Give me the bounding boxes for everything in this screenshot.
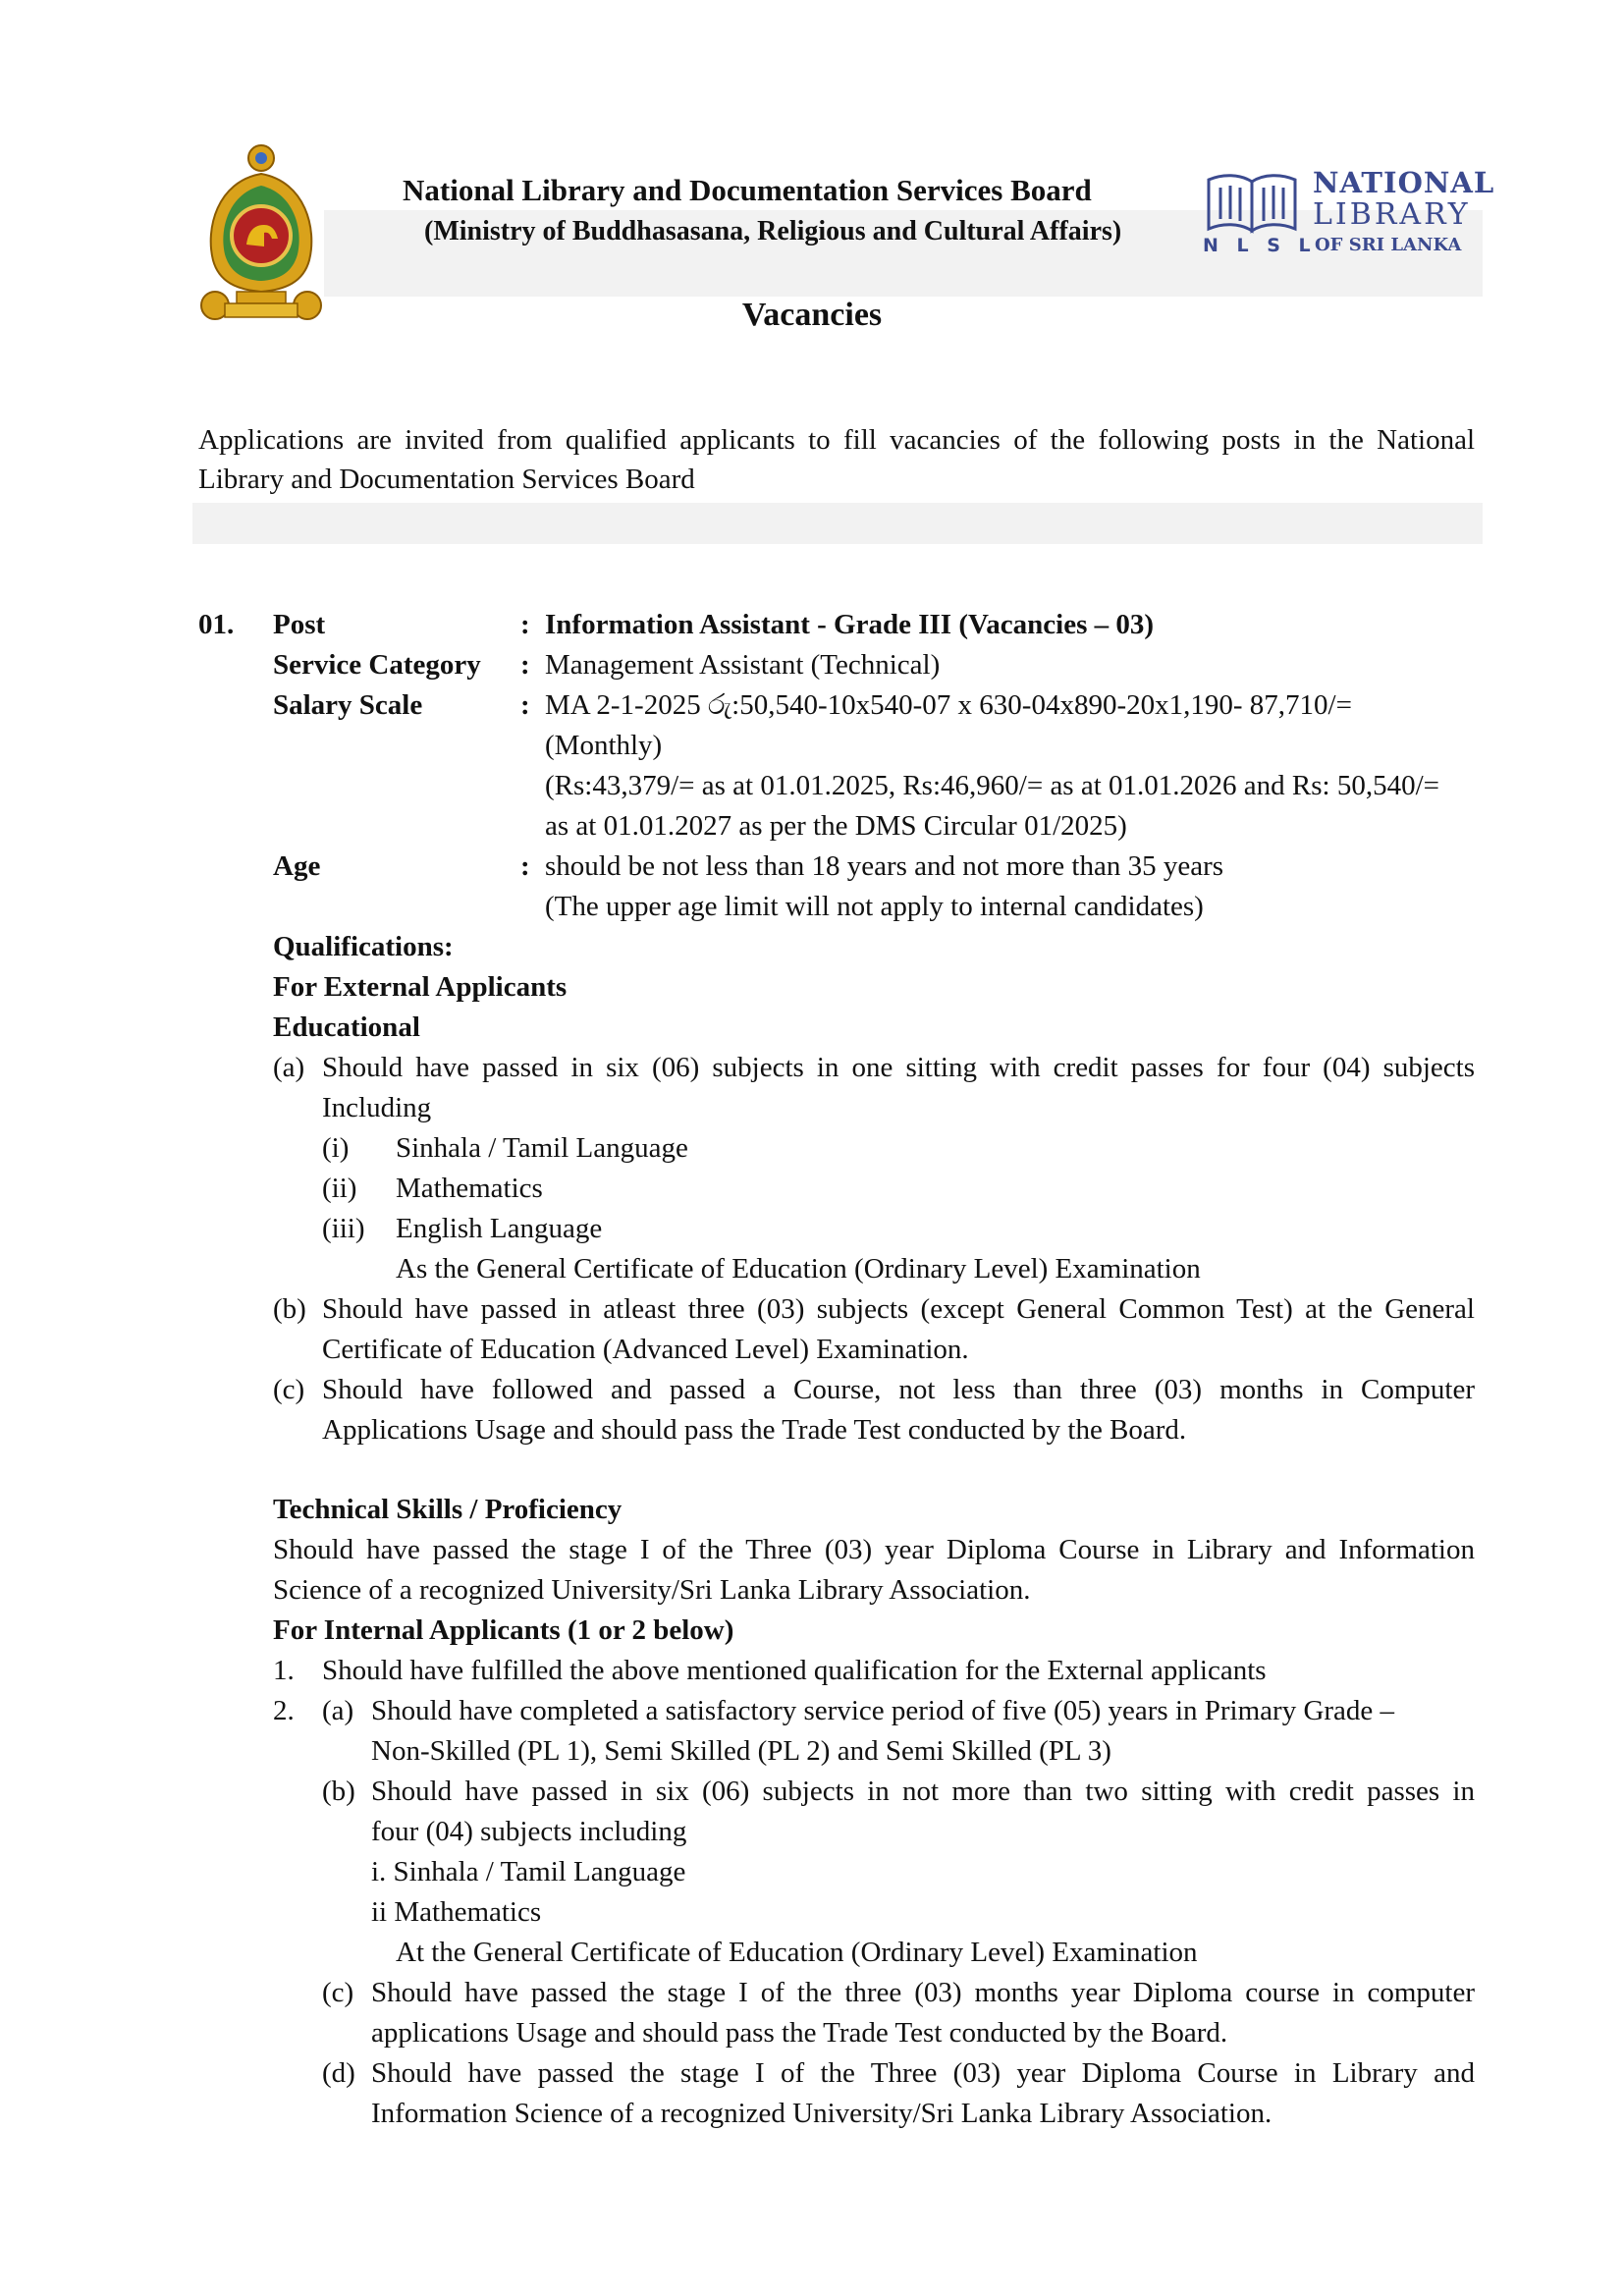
category-label: Service Category: [273, 649, 481, 681]
national-library-logo: [1203, 166, 1497, 260]
subject-2: Mathematics: [396, 1173, 543, 1204]
internal-2c-marker: (c): [322, 1977, 354, 2008]
internal-2b-subject-2: ii Mathematics: [371, 1896, 542, 1928]
item-a-line-2: Including: [322, 1092, 432, 1123]
salary-label: Salary Scale: [273, 689, 423, 721]
item-b-line-2: Certificate of Education (Advanced Level) Examination.: [322, 1334, 969, 1365]
technical-skills-line-1: Should have passed the stage I of the Three (03) year Diploma Course in Library and Information: [273, 1534, 1475, 1565]
internal-2d-marker: (d): [322, 2057, 355, 2089]
subject-marker-1: (i): [322, 1132, 350, 1164]
age-line-2: (The upper age limit will not apply to internal candidates): [545, 891, 1204, 922]
salary-line-4: as at 01.01.2027 as per the DMS Circular 01/2025): [545, 810, 1127, 842]
internal-2b-exam: At the General Certificate of Education (Ordinary Level) Examination: [396, 1937, 1198, 1968]
qualifications-heading: Qualifications:: [273, 931, 454, 962]
logo-library: LIBRARY: [1313, 197, 1471, 232]
technical-skills-line-2: Science of a recognized University/Sri Lanka Library Association.: [273, 1574, 1031, 1606]
item-a-line-1: Should have passed in six (06) subjects in one sitting with credit passes for four (04) subjects: [322, 1052, 1475, 1083]
item-b-line-1: Should have passed in atleast three (03) subjects (except General Common Test) at the General: [322, 1293, 1475, 1325]
category-colon: :: [520, 649, 530, 681]
internal-applicants-heading: For Internal Applicants (1 or 2 below): [273, 1614, 734, 1646]
post-label: Post: [273, 609, 326, 640]
internal-1-marker: 1.: [273, 1655, 295, 1686]
item-c-line-2: Applications Usage and should pass the Trade Test conducted by the Board.: [322, 1414, 1187, 1446]
post-value: Information Assistant - Grade III (Vacancies – 03): [545, 609, 1155, 640]
internal-2-marker: 2.: [273, 1695, 295, 1726]
salary-line-1: MA 2-1-2025 රු:50,540-10x540-07 x 630-04x890-20x1,190- 87,710/=: [545, 689, 1352, 721]
age-colon: :: [520, 850, 530, 882]
ministry-name: (Ministry of Buddhasasana, Religious and Cultural Affairs): [424, 216, 1122, 246]
internal-2b-marker: (b): [322, 1776, 355, 1807]
subject-marker-3: (iii): [322, 1213, 365, 1244]
page-title: Vacancies: [741, 297, 883, 333]
logo-of-sri-lanka: OF SRI LANKA: [1315, 235, 1462, 255]
salary-line-2: (Monthly): [545, 730, 663, 761]
internal-2d-line-1: Should have passed the stage I of the Three (03) year Diploma Course in Library and: [371, 2057, 1475, 2089]
org-name: National Library and Documentation Services Board: [403, 173, 1092, 207]
post-number: 01.: [198, 609, 235, 640]
internal-1-text: Should have fulfilled the above mentioned qualification for the External applicants: [322, 1655, 1267, 1686]
external-applicants-heading: For External Applicants: [273, 971, 568, 1003]
open-book-icon: [1203, 170, 1301, 237]
internal-2c-line-1: Should have passed the stage I of the three (03) months year Diploma course in computer: [371, 1977, 1475, 2008]
item-b-marker: (b): [273, 1293, 306, 1325]
item-c-marker: (c): [273, 1374, 305, 1405]
intro-line-2: Library and Documentation Services Board: [198, 464, 695, 495]
technical-skills-heading: Technical Skills / Proficiency: [273, 1494, 623, 1525]
category-value: Management Assistant (Technical): [545, 649, 941, 681]
educational-heading: Educational: [273, 1011, 420, 1043]
item-a-marker: (a): [273, 1052, 305, 1083]
salary-line-3: (Rs:43,379/= as at 01.01.2025, Rs:46,960/= as at 01.01.2026 and Rs: 50,540/=: [545, 770, 1439, 801]
internal-2a-line-2: Non-Skilled (PL 1), Semi Skilled (PL 2) and Semi Skilled (PL 3): [371, 1735, 1111, 1767]
internal-2c-line-2: applications Usage and should pass the Trade Test conducted by the Board.: [371, 2017, 1228, 2049]
subject-3: English Language: [396, 1213, 603, 1244]
intro-band: [192, 503, 1483, 544]
internal-2a-line-1: Should have completed a satisfactory service period of five (05) years in Primary Grade –: [371, 1695, 1395, 1726]
salary-colon: :: [520, 689, 530, 721]
internal-2b-subject-1: i. Sinhala / Tamil Language: [371, 1856, 686, 1887]
post-colon: :: [520, 609, 530, 640]
logo-national: NATIONAL: [1313, 166, 1495, 199]
internal-2d-line-2: Information Science of a recognized University/Sri Lanka Library Association.: [371, 2098, 1272, 2129]
age-label: Age: [273, 850, 321, 882]
internal-2a-marker: (a): [322, 1695, 354, 1726]
item-c-line-1: Should have followed and passed a Course, not less than three (03) months in Computer: [322, 1374, 1475, 1405]
intro-line-1: Applications are invited from qualified applicants to fill vacancies of the following posts in the National: [198, 424, 1475, 456]
internal-2b-line-2: four (04) subjects including: [371, 1816, 687, 1847]
subject-1: Sinhala / Tamil Language: [396, 1132, 688, 1164]
age-line-1: should be not less than 18 years and not more than 35 years: [545, 850, 1224, 882]
logo-abbreviation: N L S L: [1203, 235, 1317, 256]
subject-marker-2: (ii): [322, 1173, 357, 1204]
internal-2b-line-1: Should have passed in six (06) subjects in not more than two sitting with credit passes in: [371, 1776, 1475, 1807]
item-a-exam: As the General Certificate of Education (Ordinary Level) Examination: [396, 1253, 1201, 1285]
